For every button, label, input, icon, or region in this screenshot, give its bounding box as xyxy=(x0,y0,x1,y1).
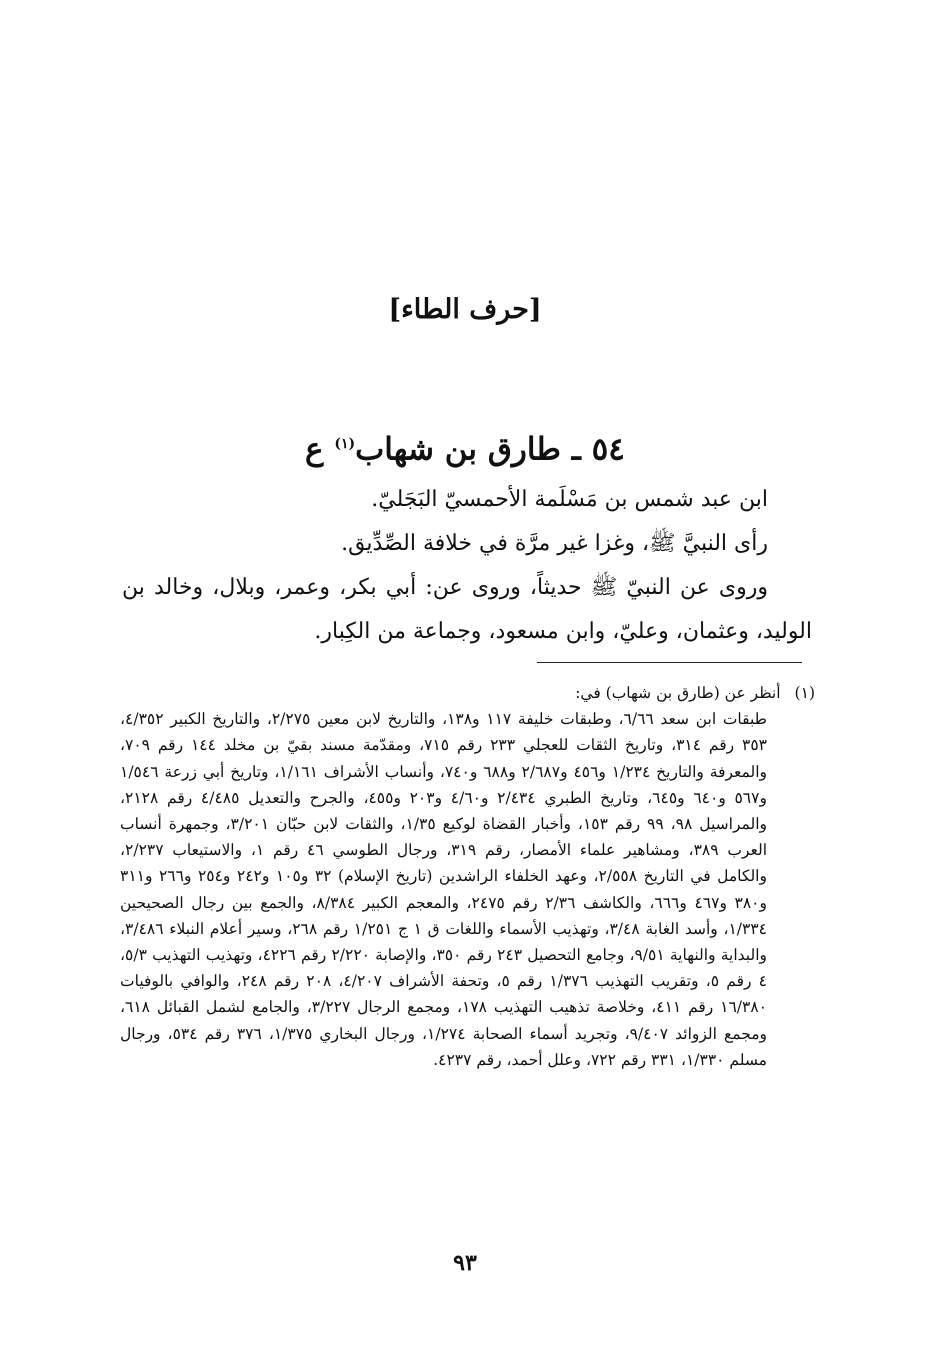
entry-body xyxy=(122,478,812,654)
footnote-divider xyxy=(537,662,802,663)
footnote-reference: (١) xyxy=(334,436,356,452)
page-number: ٩٣ xyxy=(453,1250,477,1276)
footnote xyxy=(120,680,815,1073)
entry-paragraph-narrations: وروى عن النبيّ ﷺ حديثاً، وروى عن: أبي بكر، وعمر، وبلال، وخالد بن الوليد، وعثمان، وعليّ، وابن مسعود، وجماعة من الكِبار. xyxy=(122,575,812,644)
entry-symbol: ع xyxy=(305,431,324,468)
footnote-text: طبقات ابن سعد ٦/٦٦، وطبقات خليفة ١١٧ و١٣٨، والتاريخ لابن معين ٢/٢٧٥، والتاريخ الكبير ٤/٣٥٢، ٣٥٣ رقم ٣١٤، وتاريخ الثقات للعجلي ٢٣٣ رقم ٧١٥، ومقدّمة مسند بقيّ بن مخلد ١٤٤ رقم ٧٠٩، والمعرفة والتاريخ ١/٢٣٤ و٤٥٦ و٢/٦٨٧ و٦٨٨ و٧٤٠، وأنساب الأشراف ١/١٦١، وتاريخ أبي زرعة ١/٥٤٦ و٥٦٧ و٦٤٠ و٦٤٥، وتاريخ الطبري ٢/٤٣٤ و٤/٦٠ و٢٠٣ و٤٥٥، والجرح والتعديل ٤/٤٨٥ رقم ٢١٢٨، والمراسيل ٩٨، ٩٩ رقم ١٥٣، وأخبار القضاة لوكيع ١/٣٥، والثقات لابن حبّان ٣/٢٠١، وجمهرة أنساب العرب ٣٨٩، ومشاهير علماء الأمصار، رقم ٣١٩، ورجال الطوسي ٤٦ رقم ١، والاستيعاب ٢/٢٣٧، والكامل في التاريخ ٢/٥٥٨، وعهد الخلفاء الراشدين (تاريخ الإسلام) ٣٢ و١٠٥ و٢٤٢ و٢٥٤ و٢٦٦ و٣١١ و٣٨٠ و٤٦٧ و٦٦٦، والكاشف ٢/٣٦ رقم ٢٤٧٥، والمعجم الكبير ٨/٣٨٤، والجمع بين رجال الصحيحين ١/٣٣٤، وأسد الغابة ٣/٤٨، وتهذيب الأسماء واللغات ق ١ ج ١/٢٥١ رقم ٢٦٨، وسير أعلام النبلاء ٣/٤٨٦، والبداية والنهاية ٩/٥١، وجامع التحصيل ٢٤٣ رقم ٣٥٠، والإصابة ٢/٢٢٠ رقم ٤٢٢٦، وتهذيب التهذيب ٥/٣، ٤ رقم ٥، وتقريب التهذيب ١/٣٧٦ رقم ٥، وتحفة الأشراف ٤/٢٠٧، ٢٠٨ رقم ٢٤٨، والوافي بالوفيات ١٦/٣٨٠ رقم ٤١١، وخلاصة تذهيب التهذيب ١٧٨، ومجمع الرجال ٣/٢٢٧، والجامع لشمل القبائل ٦١٨، ومجمع الزوائد ٩/٤٠٧، وتجريد أسماء الصحابة ١/٢٧٤، ورجال البخاري ١/٣٧٥، ٣٧٦ رقم ٥٣٤، ورجال مسلم ١/٣٣٠، ٣٣١ رقم ٧٢٢، وعلل أحمد، رقم ٤٢٣٧. xyxy=(120,710,768,1069)
footnote-marker: (١) xyxy=(794,684,815,702)
entry-title: ٥٤ ـ طارق بن شهاب xyxy=(355,431,625,468)
footnote-head xyxy=(120,680,815,706)
entry-heading xyxy=(0,424,930,469)
footnote-intro: أنظر عن (طارق بن شهاب) في: xyxy=(575,684,781,702)
entry-paragraph-companion: رأى النبيَّ ﷺ، وغزا غير مرَّة في خلافة الصِّدِّيق. xyxy=(341,531,768,556)
entry-paragraph-lineage: ابن عبد شمس بن مَسْلَمة الأحمسيّ البَجَليّ. xyxy=(371,487,768,512)
section-title: [حرف الطاء] xyxy=(388,294,542,325)
